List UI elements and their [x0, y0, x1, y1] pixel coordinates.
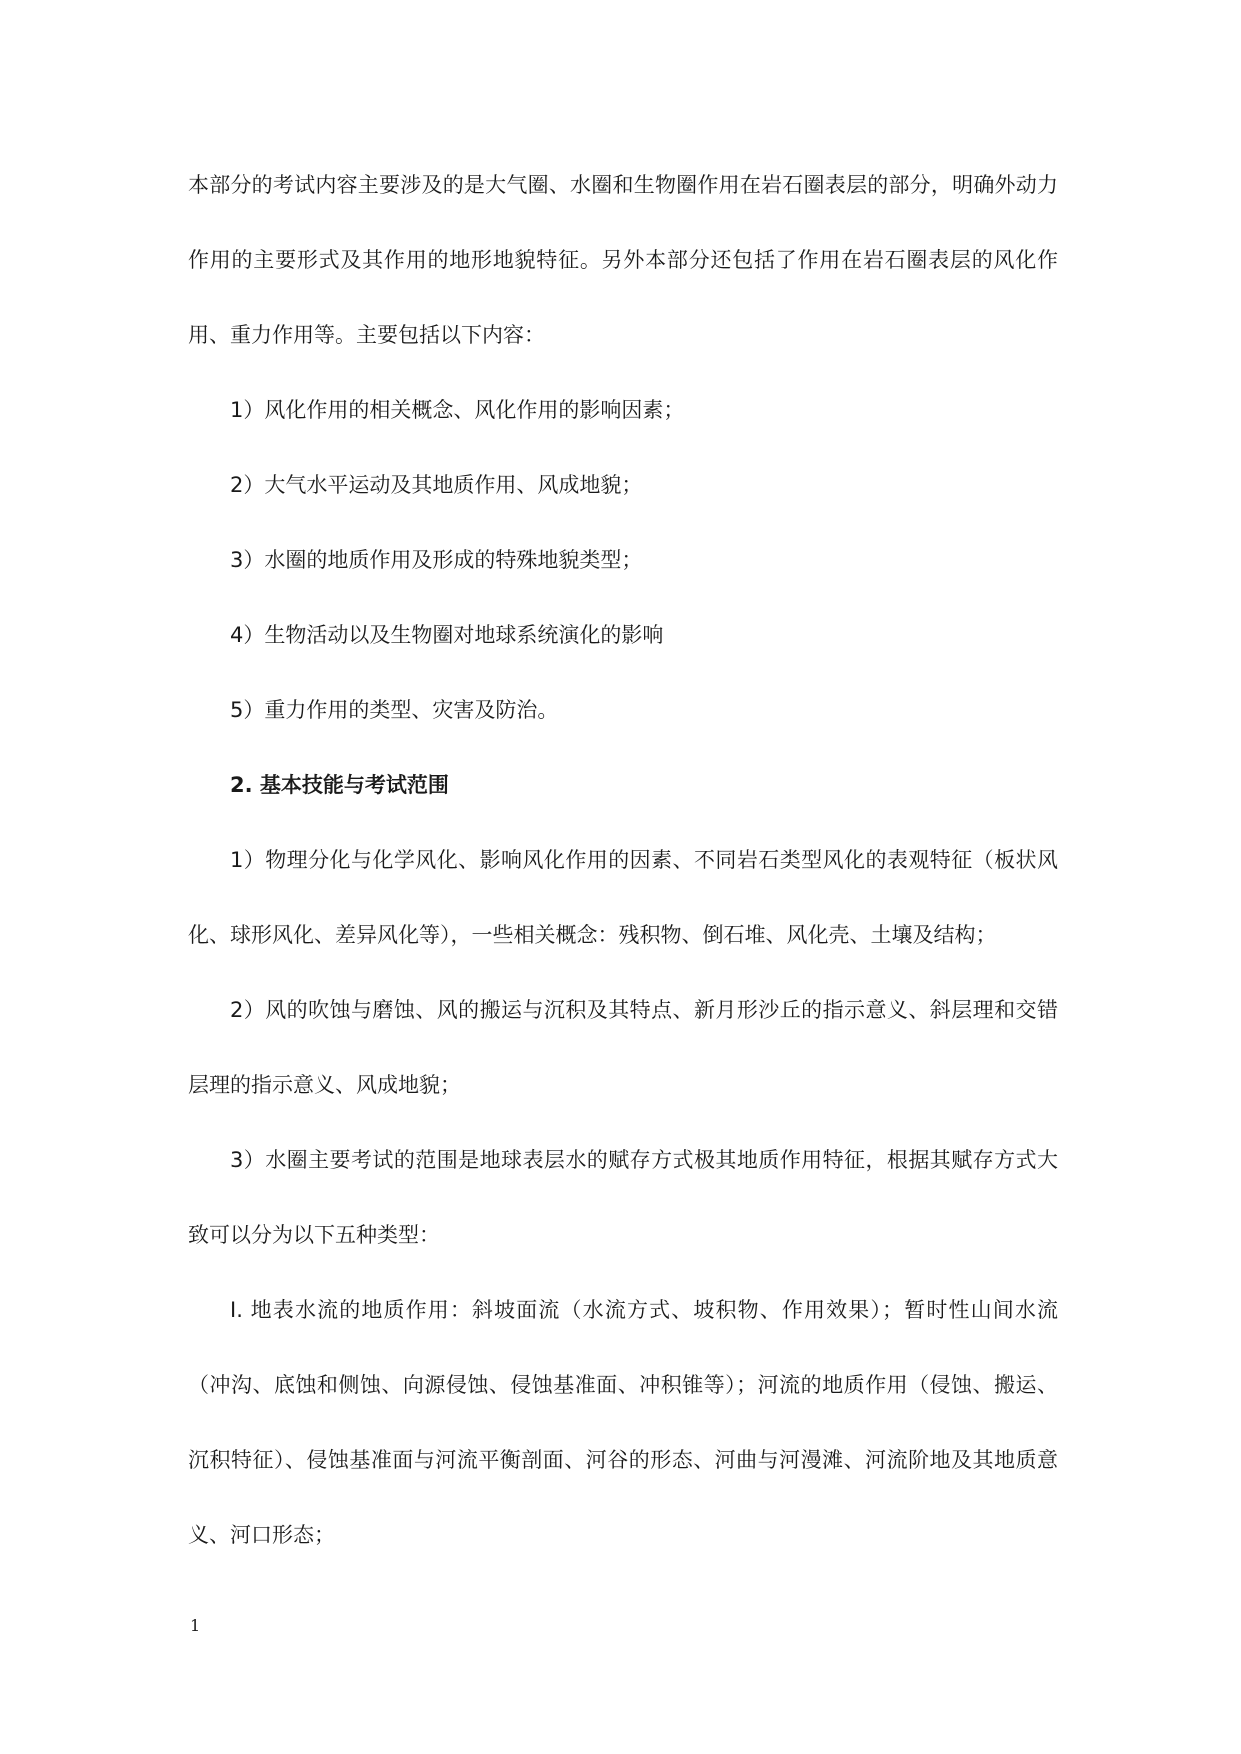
skill-item-3: 3）水圈主要考试的范围是地球表层水的赋存方式极其地质作用特征，根据其赋存方式大致可以分为以下五种类型： [188, 1148, 1058, 1247]
skill-item-1: 1）物理分化与化学风化、影响风化作用的因素、不同岩石类型风化的表观特征（板状风化、球形风化、差异风化等），一些相关概念：残积物、倒石堆、风化壳、土壤及结构； [188, 848, 1058, 947]
list-item-4: 4）生物活动以及生物圈对地球系统演化的影响 [230, 623, 664, 647]
skill-item-2: 2）风的吹蚀与磨蚀、风的搬运与沉积及其特点、新月形沙丘的指示意义、斜层理和交错层理的指示意义、风成地貌； [188, 998, 1058, 1097]
list-item-1: 1）风化作用的相关概念、风化作用的影响因素； [230, 398, 685, 422]
list-item-2: 2）大气水平运动及其地质作用、风成地貌； [230, 473, 643, 497]
list-item-5: 5）重力作用的类型、灾害及防治。 [230, 698, 559, 722]
water-type-1: I. 地表水流的地质作用：斜坡面流（水流方式、坡积物、作用效果）；暂时性山间水流（冲沟、底蚀和侧蚀、向源侵蚀、侵蚀基准面、冲积锥等）；河流的地质作用（侵蚀、搬运、沉积特征）、侵蚀基准面与河流平衡剖面、河谷的形态、河曲与河漫滩、河流阶地及其地质意义、河口形态； [188, 1298, 1058, 1547]
paragraph-intro: 本部分的考试内容主要涉及的是大气圈、水圈和生物圈作用在岩石圈表层的部分，明确外动力作用的主要形式及其作用的地形地貌特征。另外本部分还包括了作用在岩石圈表层的风化作用、重力作用等。主要包括以下内容： [188, 173, 1058, 347]
document-body [188, 148, 1058, 1573]
list-item-3: 3）水圈的地质作用及形成的特殊地貌类型； [230, 548, 643, 572]
page-number: 1 [190, 1616, 201, 1635]
section-heading: 2. 基本技能与考试范围 [230, 773, 449, 797]
